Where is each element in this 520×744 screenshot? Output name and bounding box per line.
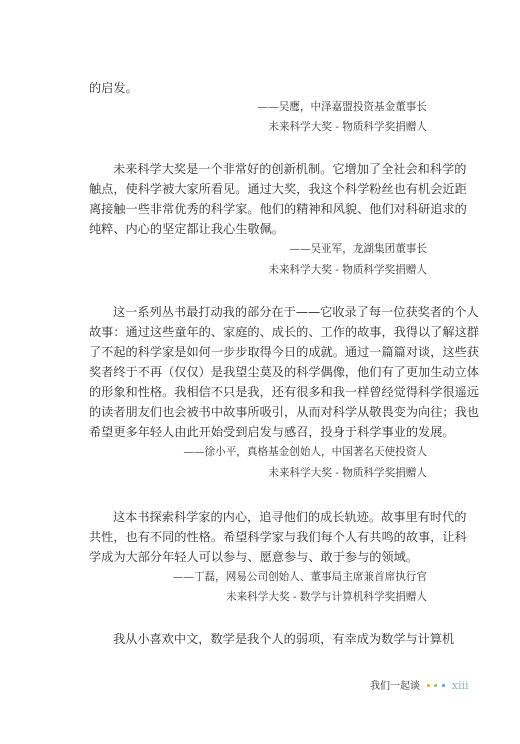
attribution-name: ——吴亚军，龙湖集团董事长 <box>289 243 427 255</box>
body-line: 未来科学大奖是一个非常好的创新机制。它增加了全社会和科学的 <box>113 162 467 176</box>
attribution-role: 未来科学大奖 - 物质科学奖捐赠人 <box>268 121 427 133</box>
body-line: 这一系列丛书最打动我的部分在于——它收录了每一位获奖者的个人 <box>113 305 479 319</box>
attribution-name: ——徐小平，真格基金创始人，中国著名天使投资人 <box>183 446 427 458</box>
attribution-role: 未来科学大奖 - 物质科学奖捐赠人 <box>268 467 427 479</box>
dot-2 <box>442 684 445 687</box>
body-line: 了不起的科学家是如何一步步取得今日的成就。通过一篇篇对谈，这些获 <box>89 345 479 359</box>
body-line: 的读者朋友们也会被书中故事所吸引，从而对科学从敬畏变为向往；我也 <box>89 405 479 419</box>
body-line: 的形象和性格。我相信不只是我，还有很多和我一样曾经觉得科学很遥远 <box>89 385 479 399</box>
dots-icon <box>427 679 445 693</box>
attribution-name: ——吴鹰，中泽嘉盟投资基金董事长 <box>257 101 427 113</box>
attribution-role: 未来科学大奖 - 数学与计算机科学奖捐赠人 <box>225 591 427 603</box>
page-footer <box>370 679 469 694</box>
dot-0 <box>427 684 430 687</box>
page-number: xiii <box>451 679 469 692</box>
body-line: 纯粹、内心的坚定都让我心生敬佩。 <box>89 222 284 236</box>
dot-1 <box>434 684 437 687</box>
body-line: 故事：通过这些童年的、家庭的、成长的、工作的故事，我得以了解这群 <box>89 325 479 339</box>
body-line: 我从小喜欢中文，数学是我个人的弱项，有幸成为数学与计算机 <box>113 632 455 646</box>
body-line: 奖者终于不再（仅仅）是我望尘莫及的科学偶像，他们有了更加生动立体 <box>89 365 479 379</box>
footer-label: 我们一起谈 <box>370 681 420 692</box>
body-line: 触点，使科学被大家所看见。通过大奖，我这个科学粉丝也有机会近距 <box>89 182 467 196</box>
body-line: 这本书探索科学家的内心，追寻他们的成长轨迹。故事里有时代的 <box>113 510 467 524</box>
body-line: 的启发。 <box>89 81 138 95</box>
body-line: 离接触一些非常优秀的科学家。他们的精神和风貌、他们对科研追求的 <box>89 202 467 216</box>
body-line: 希望更多年轻人由此开始受到启发与感召，投身于科学事业的发展。 <box>89 425 455 439</box>
attribution-role: 未来科学大奖 - 物质科学奖捐赠人 <box>268 264 427 276</box>
attribution-name: ——丁磊，网易公司创始人、董事局主席兼首席执行官 <box>172 571 427 583</box>
body-line: 学成为大部分年轻人可以参与、愿意参与、敢于参与的领域。 <box>89 550 419 564</box>
body-line: 共性，也有不同的性格。希望科学家与我们每个人有共鸣的故事，让科 <box>89 530 467 544</box>
